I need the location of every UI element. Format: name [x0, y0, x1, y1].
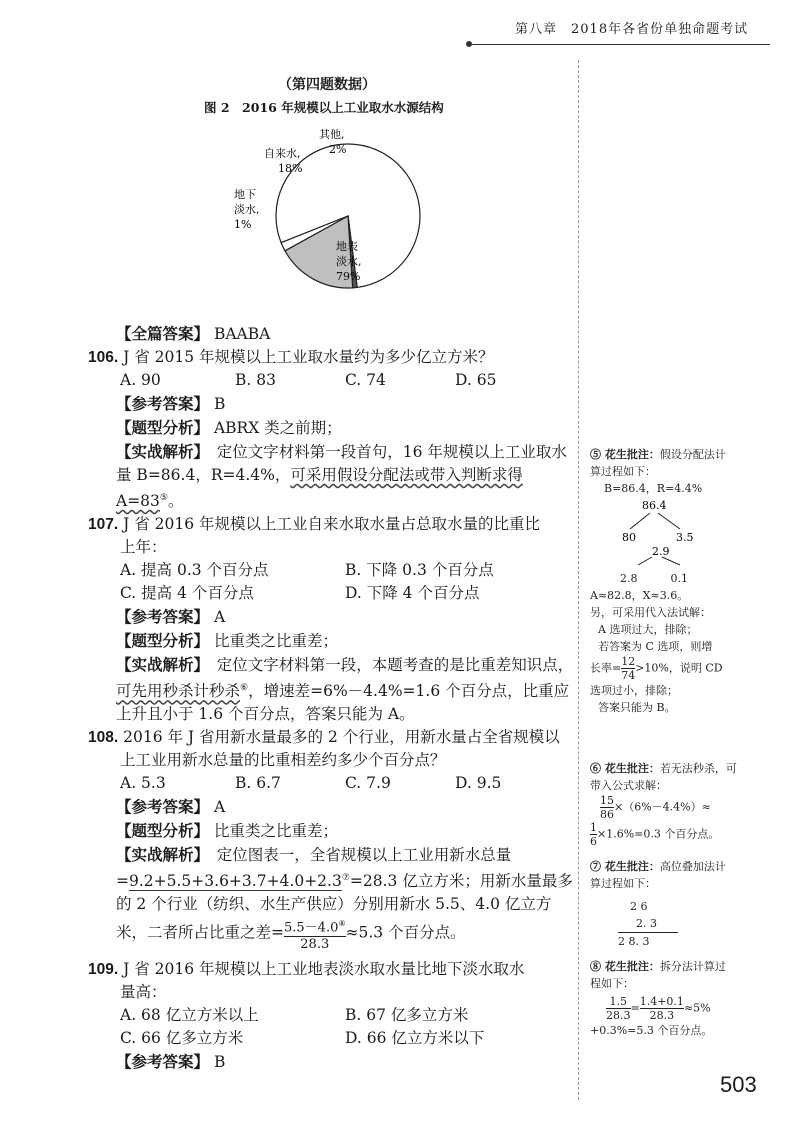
solution-108: 【实战解析】 定位图表一，全省规模以上工业用新水总量=9.2+5.5+3.6+3.7+4.0+2.3⑦=28.3 亿立方米；用新水量最多的 2 个行业（纺织、水生产供应）分别用新水 5.5、4.0 亿立方米，二者所占比重之差= $\frac{5.5-4.0^⑧}{28.3}$ ≈5.3 个百分点。	[116, 845, 573, 952]
options-109: A. 68 亿立方米以上 B. 67 亿多立方米	[120, 1005, 469, 1024]
answer-109: B	[213, 1052, 226, 1071]
running-header: 第八章 2018年各省份单独命题考试	[515, 22, 749, 37]
options-107: A. 提高 0.3 个百分点 B. 下降 0.3 个百分点	[120, 561, 494, 580]
side-note-6: ⑥ 花生批注：若无法秒杀，可 带入公式求解： $\frac{15}{86}$ ×（6%－4.4%）≈ $\frac{1}{6}$ ×1.6%=0.3 个百分点。	[590, 762, 737, 848]
all-answers-value: BAABA	[213, 325, 271, 343]
answer-108: A	[213, 798, 226, 817]
label-surface-2: 淡水,	[336, 255, 362, 268]
pie-chart	[200, 120, 450, 320]
answer-107: A	[213, 608, 226, 627]
all-answers-tag: 【全篇答案】	[116, 324, 210, 343]
label-other-2: 2%	[329, 143, 347, 156]
svg-text:80: 80	[622, 531, 636, 544]
label-ground-2: 淡水,	[234, 203, 260, 216]
svg-text:3.5: 3.5	[676, 531, 694, 544]
main-column: 【全篇答案】 BAABA 106. J 省 2015 年规模以上工业取水量约为多少亿立方米？ A. 90 B. 83 C. 74 D. 65 【参考答案】 B 【题型分析】 ABRX 类之前期； 【实战解析】 定位文字材料第一段首句，16 年规模以上工业取水量 B=86.4，R=4.4%，可采用假设分配法或带入判断求得 A=83⑤。 107. J 省 2016 年规模以上工业自来水取水量占总取水量的比重比 上年： A. 提高 0.3 个百分点 B. 下降 0.3 个百分点 C. 提高 4 个百分点 D. 下降 4 个百分点 【参考答案】 A 【题型分析】 比重类之比重差； 【实战解析】 定位文字材料第一段，本题考查的是比重差知识点，可先用秒杀计秒杀⑥，增速差=6%－4.4%=1.6 个百分点，比重应上升且小于 1.6 个百分点，答案只能为 A。 108. 2016 年 J 省用新水量最多的 2 个行业，用新水量占全省规模以 上工业用新水总量的比重相差约多少个百分点？ A. 5.3 B. 6.7 C. 7.9 D. 9.5 【参考答案】 A 【题型分析】 比重类之比重差； 【实战解析】 定位图表一，全省规模以上工业用新水总量=9.2+5.5+3.6+3.7+4.0+2.3⑦=28.3 亿立方米；用新水量最多的 2 个行业（纺织、水生产供应）分别用新水 5.5、4.0 亿立方米，二者所占比重之差= $\frac{5.5-4.0^⑧}{28.3}$ ≈5.3 个百分点。 109. J 省 2016 年规模以上工业地表淡水取水量比地下淡水取水 量高： A. 68 亿立方米以上 B. 67 亿多立方米 C. 66 亿多立方米 D. 66 亿立方米以下 【参考答案】 B	[108, 322, 578, 1074]
side-note-8: ⑧ 花生批注：拆分法计算过 程如下： $\frac{1.5}{28.3}$ = $\frac{1.4+0.1}{28.3}$ ≈5% +0.3%=5.3 个百分点。	[590, 960, 726, 1037]
label-surface-1: 地表	[336, 240, 358, 253]
page-number: 503	[720, 1072, 757, 1097]
side-note-7: ⑦ 花生批注：高位叠加法计 算过程如下： 2 6 2. 3 2 8. 3	[590, 860, 726, 948]
label-tap-1: 自来水,	[264, 147, 301, 160]
solution-106: 【实战解析】 定位文字材料第一段首句，16 年规模以上工业取水量 B=86.4，R=4.4%，可采用假设分配法或带入判断求得 A=83⑤。	[116, 442, 567, 511]
label-ground-1: 地下	[234, 188, 256, 201]
column-divider	[578, 60, 579, 1100]
solution-107: 【实战解析】 定位文字材料第一段，本题考查的是比重差知识点，可先用秒杀计秒杀⑥，增速差=6%－4.4%=1.6 个百分点，比重应上升且小于 1.6 个百分点，答案只能为 A。	[116, 655, 574, 724]
allocation-tree	[590, 497, 740, 569]
options-108: A. 5.3 B. 6.7 C. 7.9 D. 9.5	[120, 774, 502, 793]
question-106: 106. J 省 2015 年规模以上工业取水量约为多少亿立方米？	[88, 348, 494, 366]
svg-text:86.4: 86.4	[642, 499, 667, 512]
header-rule	[470, 44, 770, 45]
label-tap-2: 18%	[278, 162, 303, 175]
svg-text:2.9: 2.9	[652, 545, 670, 558]
question-107: 107. J 省 2016 年规模以上工业自来水取水量占总取水量的比重比	[88, 515, 541, 534]
question-text: J 省 2015 年规模以上工业取水量约为多少亿立方米？	[123, 348, 494, 366]
figure-label: （第四题数据）	[278, 77, 376, 93]
question-109: 109. J 省 2016 年规模以上工业地表淡水取水量比地下淡水取水	[88, 959, 525, 978]
label-surface-3: 79%	[336, 270, 361, 283]
answer-106: B	[213, 395, 226, 413]
label-ground-3: 1%	[234, 218, 252, 231]
label-other-1: 其他,	[319, 128, 345, 141]
options-106: A. 90 B. 83 C. 74 D. 65	[120, 371, 497, 389]
figure-title: 图 2 2016 年规模以上工业取水水源结构	[204, 100, 444, 115]
question-108: 108. 2016 年 J 省用新水量最多的 2 个行业，用新水量占全省规模以	[88, 728, 560, 747]
side-note-5: ⑤ 花生批注：假设分配法计 算过程如下： B=86.4，R=4.4% 86.4 80 3.5 2.9 2.8 0.1 A≈82.8，X≈3.6。 另，可采用代入法试解： A 选项过大，排除； 若答案为 C 选项，则增 长率= $\frac{12}{74}$ >10%，说明 CD 选项过小，排除； 答案只能为 B。	[590, 446, 780, 716]
